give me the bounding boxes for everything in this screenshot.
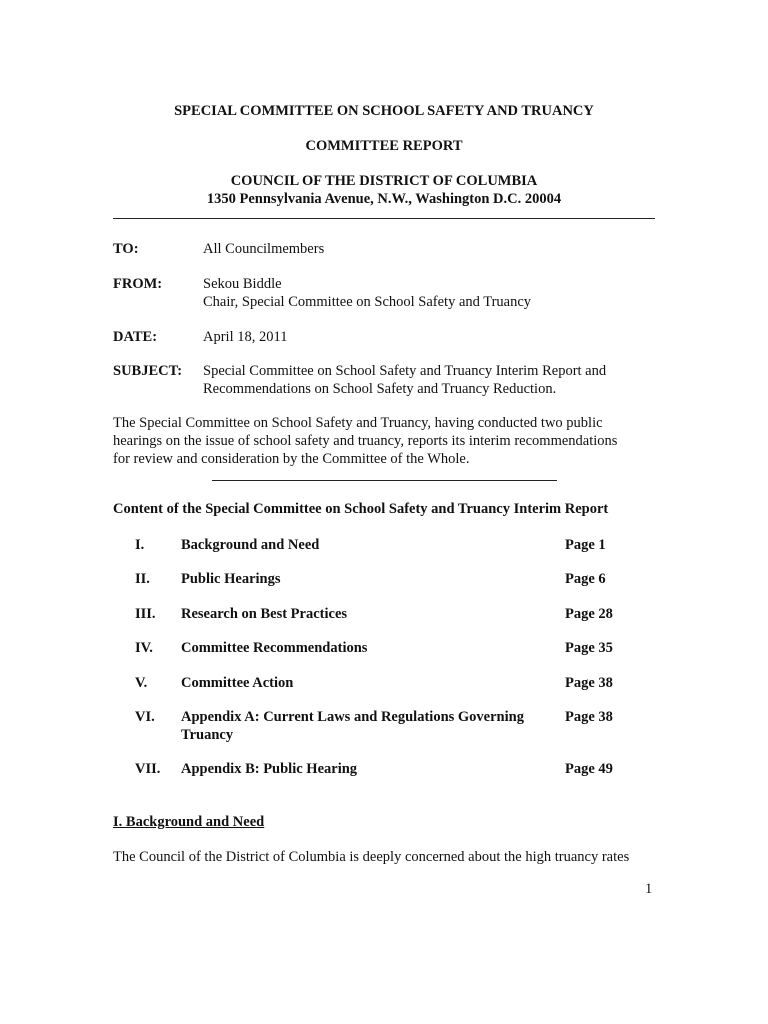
subject-label: SUBJECT: bbox=[113, 363, 183, 379]
toc-number: III. bbox=[135, 606, 156, 622]
council-address: 1350 Pennsylvania Avenue, N.W., Washington D.C. 20004 bbox=[206, 191, 562, 207]
toc-number: VI. bbox=[135, 709, 155, 725]
section-body-line: The Council of the District of Columbia is deeply concerned about the high truancy rates bbox=[113, 849, 630, 865]
to-label: TO: bbox=[113, 241, 139, 257]
from-title: Chair, Special Committee on School Safety and Truancy bbox=[203, 294, 532, 310]
toc-number: II. bbox=[135, 571, 150, 587]
toc-number: I. bbox=[135, 537, 145, 553]
to-value: All Councilmembers bbox=[203, 241, 325, 257]
toc-page: Page 1 bbox=[565, 537, 606, 553]
toc-number: VII. bbox=[135, 761, 161, 777]
date-value: April 18, 2011 bbox=[203, 329, 288, 345]
toc-title[interactable]: Appendix B: Public Hearing bbox=[181, 761, 358, 777]
toc-title[interactable]: Committee Action bbox=[181, 675, 294, 691]
intro-line-2: hearings on the issue of school safety and truancy, reports its interim recommendations bbox=[113, 433, 618, 449]
contents-heading: Content of the Special Committee on School Safety and Truancy Interim Report bbox=[113, 501, 609, 517]
toc-title[interactable]: Research on Best Practices bbox=[181, 606, 348, 622]
toc-page: Page 38 bbox=[565, 675, 613, 691]
toc-number: V. bbox=[135, 675, 148, 691]
header-divider bbox=[113, 218, 655, 219]
section-heading: I. Background and Need bbox=[113, 814, 265, 830]
report-type: COMMITTEE REPORT bbox=[305, 138, 463, 154]
toc-page: Page 28 bbox=[565, 606, 613, 622]
toc-page: Page 38 bbox=[565, 709, 613, 725]
intro-divider bbox=[212, 480, 557, 481]
page-number: 1 bbox=[645, 881, 653, 897]
date-label: DATE: bbox=[113, 329, 158, 345]
toc-page: Page 49 bbox=[565, 761, 613, 777]
toc-title[interactable]: Background and Need bbox=[181, 537, 320, 553]
intro-line-1: The Special Committee on School Safety and Truancy, having conducted two public bbox=[113, 415, 603, 431]
toc-title[interactable]: Public Hearings bbox=[181, 571, 281, 587]
toc-title[interactable]: Appendix A: Current Laws and Regulations Governing bbox=[181, 709, 524, 725]
toc-title[interactable]: Committee Recommendations bbox=[181, 640, 368, 656]
committee-title: SPECIAL COMMITTEE ON SCHOOL SAFETY AND TRUANCY bbox=[174, 103, 594, 119]
from-name: Sekou Biddle bbox=[203, 276, 282, 292]
toc-title-continued[interactable]: Truancy bbox=[181, 727, 234, 743]
toc-page: Page 6 bbox=[565, 571, 606, 587]
subject-line-2: Recommendations on School Safety and Truancy Reduction. bbox=[203, 381, 557, 397]
intro-line-3: for review and consideration by the Committee of the Whole. bbox=[113, 451, 470, 467]
toc-number: IV. bbox=[135, 640, 153, 656]
from-label: FROM: bbox=[113, 276, 163, 292]
council-name: COUNCIL OF THE DISTRICT OF COLUMBIA bbox=[230, 173, 538, 189]
toc-page: Page 35 bbox=[565, 640, 613, 656]
subject-line-1: Special Committee on School Safety and Truancy Interim Report and bbox=[203, 363, 607, 379]
